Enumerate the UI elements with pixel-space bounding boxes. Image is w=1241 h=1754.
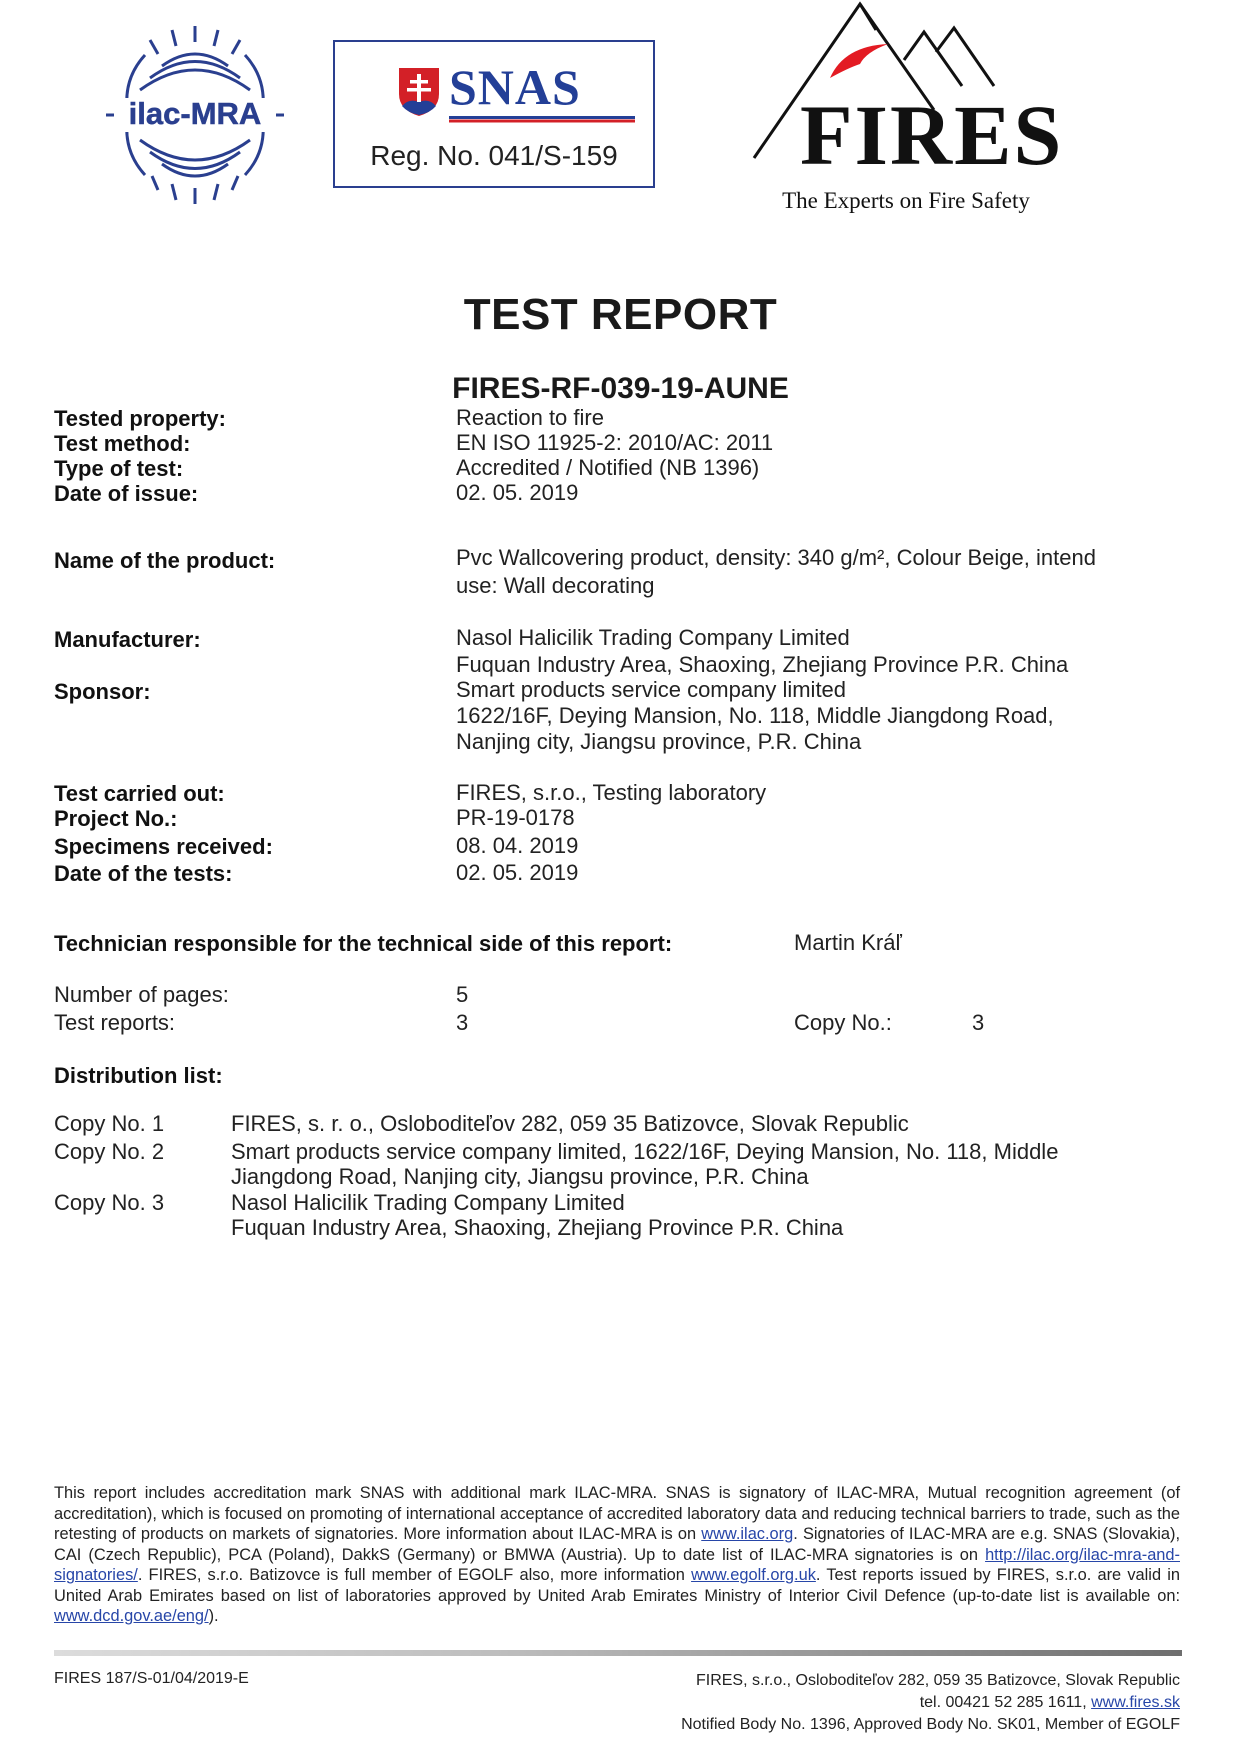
egolf-link[interactable]: www.egolf.org.uk [691, 1566, 816, 1584]
test-carried-out-label: Test carried out: [54, 781, 225, 806]
fires-tagline: The Experts on Fire Safety [782, 188, 1030, 213]
distribution-recipient-2-line2: Jiangdong Road, Nanjing city, Jiangsu province, P.R. China [231, 1164, 809, 1189]
distribution-copy-2: Copy No. 2 [54, 1139, 165, 1164]
number-of-pages-value: 5 [456, 982, 469, 1007]
sponsor-line2: 1622/16F, Deying Mansion, No. 118, Middle Jiangdong Road, [456, 703, 1054, 728]
manufacturer-line1: Nasol Halicilik Trading Company Limited [456, 625, 850, 650]
snas-wordmark: SNAS [449, 59, 581, 115]
date-of-issue-value: 02. 05. 2019 [456, 480, 579, 505]
technician-label: Technician responsible for the technical side of this report: [54, 931, 673, 956]
manufacturer-line2: Fuquan Industry Area, Shaoxing, Zhejiang Province P.R. China [456, 652, 1069, 677]
specimens-received-label: Specimens received: [54, 834, 273, 859]
test-reports-value: 3 [456, 1010, 469, 1035]
copy-no-label: Copy No.: [794, 1010, 892, 1035]
distribution-recipient-3-line2: Fuquan Industry Area, Shaoxing, Zhejiang Province P.R. China [231, 1215, 844, 1240]
type-of-test-label: Type of test: [54, 456, 184, 481]
copy-no-value: 3 [972, 1010, 985, 1035]
ilac-signatories-link[interactable]: http://ilac.org/ilac-mra-and-signatories/ [54, 1545, 1180, 1584]
note-text-4: . Test reports issued by FIRES, s.r.o. are valid in United Arab Emirates based on list of laboratories approved by United Arab Emirates Ministry of Interior Civil Defence (up-to-date list is available on: [54, 1566, 1180, 1605]
report-number: FIRES-RF-039-19-AUNE [452, 372, 789, 405]
test-reports-label: Test reports: [54, 1010, 176, 1035]
footer-company-info [681, 1670, 1180, 1736]
ilac-logo-text: ilac-MRA [128, 96, 262, 131]
accreditation-note [54, 1483, 1180, 1627]
note-text-1: This report includes accreditation mark SNAS with additional mark ILAC-MRA. SNAS is signatory of ILAC-MRA, Mutual recognition agreement (of accreditation), which is focused on promoting of international acceptance of accredited laboratory data and reducing technical barriers to trade, such as the retesting of products on markets of signatories. More information about ILAC-MRA is on [54, 1484, 1180, 1543]
snas-logo [333, 40, 655, 188]
project-no-label: Project No.: [54, 806, 178, 831]
number-of-pages-label: Number of pages: [54, 982, 229, 1007]
sponsor-label: Sponsor: [54, 679, 151, 704]
fires-website-link[interactable]: www.fires.sk [1091, 1694, 1180, 1711]
footer-address: FIRES, s.r.o., Osloboditeľov 282, 059 35 Batizovce, Slovak Republic [695, 1672, 1180, 1689]
dcd-link[interactable]: www.dcd.gov.ae/eng/ [54, 1607, 209, 1625]
footer-contact [681, 1692, 1180, 1714]
type-of-test-value: Accredited / Notified (NB 1396) [456, 455, 760, 480]
sponsor-line3: Nanjing city, Jiangsu province, P.R. China [456, 729, 862, 754]
footer-divider [54, 1650, 1182, 1656]
test-method-value: EN ISO 11925-2: 2010/AC: 2011 [456, 430, 774, 455]
product-value-line1: Pvc Wallcovering product, density: 340 g/m², Colour Beige, intend [456, 545, 1096, 570]
project-no-value: PR-19-0178 [456, 805, 575, 830]
distribution-recipient-3-line1: Nasol Halicilik Trading Company Limited [231, 1190, 625, 1215]
distribution-copy-3: Copy No. 3 [54, 1190, 165, 1215]
tested-property-value: Reaction to fire [456, 405, 604, 430]
ilac-mra-logo-icon [100, 20, 290, 210]
technician-name: Martin Kráľ [794, 930, 902, 955]
distribution-copy-1: Copy No. 1 [54, 1111, 165, 1136]
date-of-tests-label: Date of the tests: [54, 861, 233, 886]
snas-reg-no: Reg. No. 041/S-159 [370, 140, 618, 171]
form-code: FIRES 187/S-01/04/2019-E [54, 1670, 249, 1687]
date-of-issue-label: Date of issue: [54, 481, 199, 506]
note-text-5: ). [208, 1607, 219, 1625]
distribution-recipient-2-line1: Smart products service company limited, 1622/16F, Deying Mansion, No. 118, Middle [231, 1139, 1059, 1164]
snas-flag-stripes [449, 116, 635, 126]
distribution-recipient-1: FIRES, s. r. o., Osloboditeľov 282, 059 35 Batizovce, Slovak Republic [231, 1111, 909, 1136]
note-text-3: . FIRES, s.r.o. Batizovce is full member of EGOLF also, more information [137, 1566, 692, 1584]
manufacturer-label: Manufacturer: [54, 627, 201, 652]
test-method-label: Test method: [54, 431, 191, 456]
footer-bodies: Notified Body No. 1396, Approved Body No. SK01, Member of EGOLF [681, 1716, 1180, 1733]
document-title: TEST REPORT [463, 290, 778, 339]
product-value-line2: use: Wall decorating [456, 573, 655, 598]
specimens-received-value: 08. 04. 2019 [456, 833, 579, 858]
fires-wordmark: FIRES [800, 87, 1064, 183]
tested-property-label: Tested property: [54, 406, 226, 431]
slovak-shield-icon [397, 66, 441, 118]
note-text-2: . Signatories of ILAC-MRA are e.g. SNAS (Slovakia), CAI (Czech Republic), PCA (Poland), DakkS (Germany) or BMWA (Austria). Up to date list of ILAC-MRA signatories is on [54, 1525, 1181, 1564]
ilac-link[interactable]: www.ilac.org [701, 1525, 794, 1543]
product-label: Name of the product: [54, 548, 276, 573]
test-carried-out-value: FIRES, s.r.o., Testing laboratory [456, 780, 767, 805]
sponsor-line1: Smart products service company limited [456, 677, 847, 702]
footer-tel: tel. 00421 52 285 1611, [919, 1694, 1092, 1711]
date-of-tests-value: 02. 05. 2019 [456, 860, 579, 885]
distribution-heading: Distribution list: [54, 1063, 223, 1088]
